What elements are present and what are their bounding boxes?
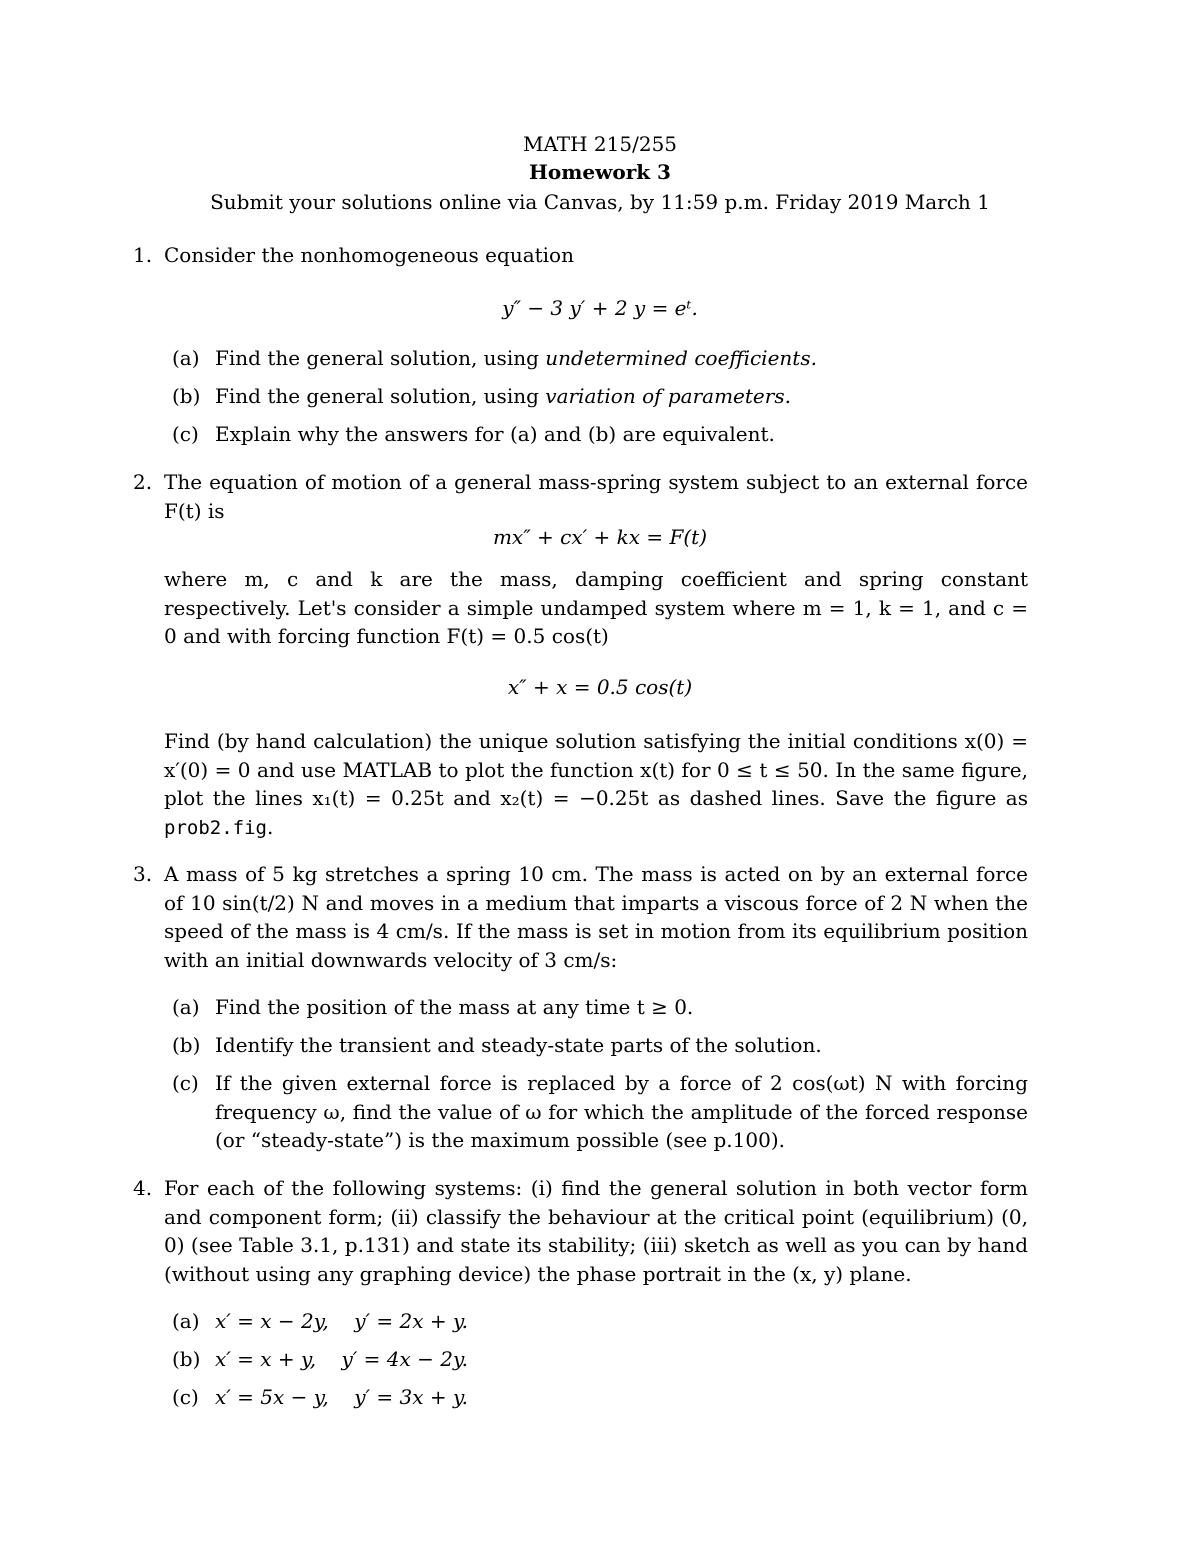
problem-3-part-a bbox=[172, 993, 1028, 1022]
problem-3-part-b bbox=[172, 1031, 1028, 1060]
problem-2 bbox=[133, 468, 1028, 525]
problem-2-equation: mx″ + cx′ + kx = F(t) bbox=[492, 525, 708, 549]
problem-text: where m, c and k are the mass, damping coefficient and spring constant respectively. Let's consider a simple undamped system where m = 1, k = 1, and c = 0 and with forcing function F(t) = 0.5 cos(t) bbox=[164, 567, 1028, 648]
part-text: If the given external force is replaced by a force of 2 cos(ωt) N with forcing frequency ω, find the value of ω for which the amplitude of the forced response (or “steady-state”) is the maximum possible (see p.100). bbox=[215, 1071, 1028, 1152]
problem-1-part-c bbox=[172, 420, 1028, 449]
part-label: (a) bbox=[172, 995, 200, 1019]
part-label: (b) bbox=[172, 1033, 201, 1057]
problem-text: The equation of motion of a general mass-spring system subject to an external force F(t) is bbox=[164, 470, 1028, 523]
problem-number: 3. bbox=[133, 862, 153, 886]
part-label: (c) bbox=[172, 1071, 199, 1095]
course-code: MATH 215/255 bbox=[522, 132, 678, 156]
problem-number: 1. bbox=[133, 243, 153, 267]
part-label: (b) bbox=[172, 384, 201, 408]
problem-text: Find (by hand calculation) the unique solution satisfying the initial conditions x(0) = x′(0) = 0 and use MATLAB to plot the function x(t) for 0 ≤ t ≤ 50. In the same figure, plot the lines x₁(t) = 0.25t and x₂(t) = −0.25t as dashed lines. Save the figure as bbox=[164, 729, 1028, 810]
problem-4-part-b bbox=[172, 1345, 468, 1374]
problem-1-part-a bbox=[172, 344, 1028, 373]
problem-text: For each of the following systems: (i) find the general solution in both vector form and component form; (ii) classify the behaviour at the critical point (equilibrium) (0, 0) (see Table 3.1, p.131) and state its stability; (iii) sketch as well as you can by hand (without using any graphing device) the phase portrait in the (x, y) plane. bbox=[164, 1176, 1028, 1286]
problem-4-part-c bbox=[172, 1383, 468, 1412]
part-text: Explain why the answers for (a) and (b) are equivalent. bbox=[215, 422, 775, 446]
problem-4-part-a bbox=[172, 1307, 468, 1336]
problem-2-para-2 bbox=[133, 727, 1028, 842]
problem-text: Consider the nonhomogeneous equation bbox=[164, 243, 574, 267]
part-label: (a) bbox=[172, 346, 200, 370]
problem-number: 2. bbox=[133, 470, 153, 494]
part-text: Find the position of the mass at any time t ≥ 0. bbox=[215, 995, 694, 1019]
part-emphasis: variation of parameters. bbox=[545, 384, 791, 408]
problem-3 bbox=[133, 860, 1028, 974]
part-label: (c) bbox=[172, 1385, 199, 1409]
part-text: Identify the transient and steady-state parts of the solution. bbox=[215, 1033, 822, 1057]
problem-3-part-c bbox=[172, 1069, 1028, 1155]
problem-4 bbox=[133, 1174, 1028, 1288]
part-equation: x′ = x + y, y′ = 4x − 2y. bbox=[215, 1347, 468, 1371]
problem-text: A mass of 5 kg stretches a spring 10 cm. The mass is acted on by an external force of 10 sin(t/2) N and moves in a medium that imparts a viscous force of 2 N when the speed of the mass is 4 cm/s. If the mass is set in motion from its equilibrium position with an initial downwards velocity of 3 cm/s: bbox=[164, 862, 1028, 972]
part-equation: x′ = 5x − y, y′ = 3x + y. bbox=[215, 1385, 468, 1409]
part-label: (a) bbox=[172, 1309, 200, 1333]
page-title: Homework 3 bbox=[529, 160, 671, 184]
part-text: Find the general solution, using bbox=[215, 346, 546, 370]
part-label: (c) bbox=[172, 422, 199, 446]
problem-1 bbox=[133, 241, 1028, 270]
part-emphasis: undetermined coefficients. bbox=[545, 346, 817, 370]
problem-1-equation: y″ − 3 y′ + 2 y = eᵗ. bbox=[502, 296, 698, 320]
problem-1-part-b bbox=[172, 382, 1028, 411]
problem-2-equation-2: x″ + x = 0.5 cos(t) bbox=[507, 675, 693, 699]
filename: prob2.fig bbox=[164, 816, 267, 839]
problem-number: 4. bbox=[133, 1176, 153, 1200]
part-equation: x′ = x − 2y, y′ = 2x + y. bbox=[215, 1309, 468, 1333]
punctuation: . bbox=[266, 814, 274, 839]
part-text: Find the general solution, using bbox=[215, 384, 546, 408]
submission-note: Submit your solutions online via Canvas, by 11:59 p.m. Friday 2019 March 1 bbox=[210, 190, 990, 214]
part-label: (b) bbox=[172, 1347, 201, 1371]
problem-2-para-1 bbox=[133, 565, 1028, 651]
